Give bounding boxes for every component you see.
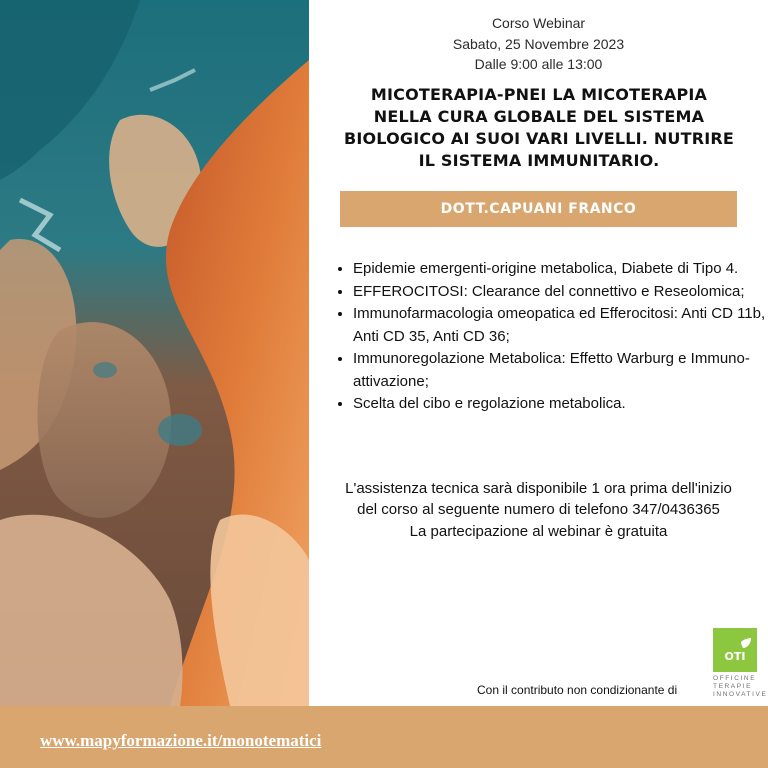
logo-text-line: TERAPIE xyxy=(713,683,753,690)
event-date: Sabato, 25 Novembre 2023 xyxy=(452,36,625,52)
leaf-icon xyxy=(713,628,757,672)
speaker-name: DOTT.CAPUANI FRANCO xyxy=(440,201,637,217)
title-line: MICOTERAPIA-PNEI LA MICOTERAPIA xyxy=(370,85,708,104)
logo-mark-text: OTI xyxy=(724,650,746,663)
course-title xyxy=(334,84,744,172)
footer-bar xyxy=(0,706,768,768)
small-pool xyxy=(158,414,202,446)
topics-list xyxy=(333,258,768,416)
event-time: Dalle 9:00 alle 13:00 xyxy=(474,56,603,72)
aerial-landscape-image xyxy=(0,0,309,706)
list-item: • Epidemie emergenti-origine metabolica, Diabete di Tipo 4. xyxy=(353,258,768,281)
event-type: Corso Webinar xyxy=(491,15,586,31)
list-item: • Immunoregolazione Metabolica: Effetto Warburg e Immuno-attivazione; xyxy=(353,348,768,393)
speaker-banner xyxy=(340,191,737,227)
title-line: BIOLOGICO AI SUOI VARI LIVELLI. NUTRIRE xyxy=(343,129,735,148)
list-item: • Immunofarmacologia omeopatica ed Efferocitosi: Anti CD 11b, Anti CD 35, Anti CD 36; xyxy=(353,303,768,348)
assistance-line-2: del corso al seguente numero di telefono 347/0436365 xyxy=(357,501,720,518)
aerial-landscape-illustration xyxy=(0,0,309,706)
website-link[interactable]: www.mapyformazione.it/monotematici xyxy=(40,731,322,750)
small-pool xyxy=(93,362,117,378)
oti-logo xyxy=(713,628,757,672)
assistance-line-1: L'assistenza tecnica sarà disponibile 1 ora prima dell'inizio xyxy=(345,480,732,497)
list-item: • EFFEROCITOSI: Clearance del connettivo e Reseolomica; xyxy=(353,281,768,304)
bright-dune-lower xyxy=(210,515,309,706)
title-line: NELLA CURA GLOBALE DEL SISTEMA xyxy=(373,107,705,126)
logo-text-line: OFFICINE xyxy=(713,675,757,682)
sponsor-note: Con il contributo non condizionante di xyxy=(477,683,678,697)
content-panel xyxy=(309,0,768,706)
title-line: IL SISTEMA IMMUNITARIO. xyxy=(418,151,660,170)
logo-text-line: INNOVATIVE xyxy=(713,691,768,698)
list-item: • Scelta del cibo e regolazione metabolica. xyxy=(353,393,768,416)
free-participation-note: La partecipazione al webinar è gratuita xyxy=(409,523,668,540)
oti-logo-text xyxy=(713,675,768,699)
